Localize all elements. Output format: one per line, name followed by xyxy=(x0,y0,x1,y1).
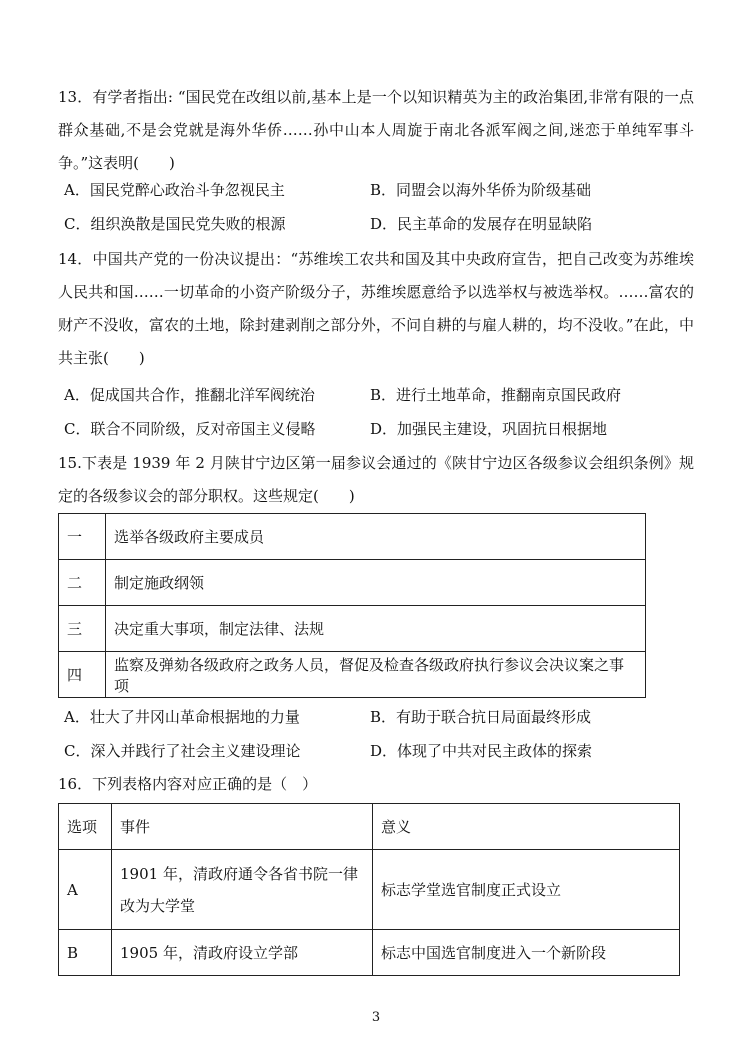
q14-option-b[interactable]: B．进行土地革命，推翻南京国民政府 xyxy=(370,386,622,404)
q15-row-text: 选举各级政府主要成员 xyxy=(106,514,646,560)
q15-options-row-1 xyxy=(58,700,698,734)
q15-row-text: 决定重大事项，制定法律、法规 xyxy=(106,606,646,652)
q14-stem: 14．中国共产党的一份决议提出：“苏维埃工农共和国及其中央政府宣告，把自己改变为苏维埃人民共和国……一切革命的小资产阶级分子，苏维埃愿意给予以选举权与被选举权。……富农的财产不没收，富农的土地，除封建剥削之部分外，不问自耕的与雇人耕的，均不没收。”在此，中共主张( ) xyxy=(58,250,694,367)
page-number: 3 xyxy=(371,1010,381,1025)
q14-option-d[interactable]: D．加强民主建设，巩固抗日根据地 xyxy=(370,420,608,438)
q16-header-event: 事件 xyxy=(112,804,373,850)
q16-stem: 16．下列表格内容对应正确的是（ ） xyxy=(58,775,318,793)
q15-option-b[interactable]: B．有助于联合抗日局面最终形成 xyxy=(370,708,592,726)
q15-row-text: 监察及弹劾各级政府之政务人员，督促及检查各级政府执行参议会决议案之事项 xyxy=(106,652,646,698)
q15-option-d[interactable]: D．体现了中共对民主政体的探索 xyxy=(370,742,593,760)
q15-option-c[interactable]: C．深入并践行了社会主义建设理论 xyxy=(64,742,301,760)
q13-option-d[interactable]: D．民主革命的发展存在明显缺陷 xyxy=(370,215,593,233)
q15-row-num: 三 xyxy=(59,606,106,652)
q15-options-row-2 xyxy=(58,734,698,768)
q16-row-event: 1905 年，清政府设立学部 xyxy=(112,930,373,976)
q16-events-table xyxy=(58,803,680,976)
q13-option-a[interactable]: A．国民党醉心政治斗争忽视民主 xyxy=(64,181,285,199)
table-header-row xyxy=(59,804,680,850)
q14-options-row-1 xyxy=(58,378,698,412)
q13-stem: 13．有学者指出: “国民党在改组以前,基本上是一个以知识精英为主的政治集团,非常有限的一点群众基础,不是会党就是海外华侨……孙中山本人周旋于南北各派军阀之间,迷恋于单纯军事斗争。”这表明( ) xyxy=(58,88,694,172)
q13-options-row-2 xyxy=(58,207,698,241)
table-row xyxy=(59,930,680,976)
q15-option-a[interactable]: A．壮大了井冈山革命根据地的力量 xyxy=(64,708,300,726)
q15-row-num: 四 xyxy=(59,652,106,698)
q14-options-row-2 xyxy=(58,412,698,446)
q13-option-b[interactable]: B．同盟会以海外华侨为阶级基础 xyxy=(370,181,592,199)
q15-row-num: 一 xyxy=(59,514,106,560)
q16-row-option: B xyxy=(59,930,112,976)
q14-option-a[interactable]: A．促成国共合作，推翻北洋军阀统治 xyxy=(64,386,315,404)
q16-row-option: A xyxy=(59,850,112,930)
q15-stem: 15.下表是 1939 年 2 月陕甘宁边区第一届参议会通过的《陕甘宁边区各级参议会组织条例》规定的各级参议会的部分职权。这些规定( ) xyxy=(58,454,694,505)
table-row xyxy=(59,850,680,930)
q13-options-row-1 xyxy=(58,173,698,207)
q16-header-meaning: 意义 xyxy=(373,804,680,850)
q14-option-c[interactable]: C．联合不同阶级，反对帝国主义侵略 xyxy=(64,420,316,438)
q16-header-option: 选项 xyxy=(59,804,112,850)
q16-row-meaning: 标志学堂选官制度正式设立 xyxy=(373,850,680,930)
q13-option-c[interactable]: C．组织涣散是国民党失败的根源 xyxy=(64,215,286,233)
table-row xyxy=(59,514,646,560)
q15-row-num: 二 xyxy=(59,560,106,606)
table-row xyxy=(59,560,646,606)
table-row xyxy=(59,652,646,698)
q16-row-event: 1901 年，清政府通令各省书院一律改为大学堂 xyxy=(112,850,373,930)
q16-row-meaning: 标志中国选官制度进入一个新阶段 xyxy=(373,930,680,976)
table-row xyxy=(59,606,646,652)
q15-powers-table xyxy=(58,513,646,698)
q15-row-text: 制定施政纲领 xyxy=(106,560,646,606)
